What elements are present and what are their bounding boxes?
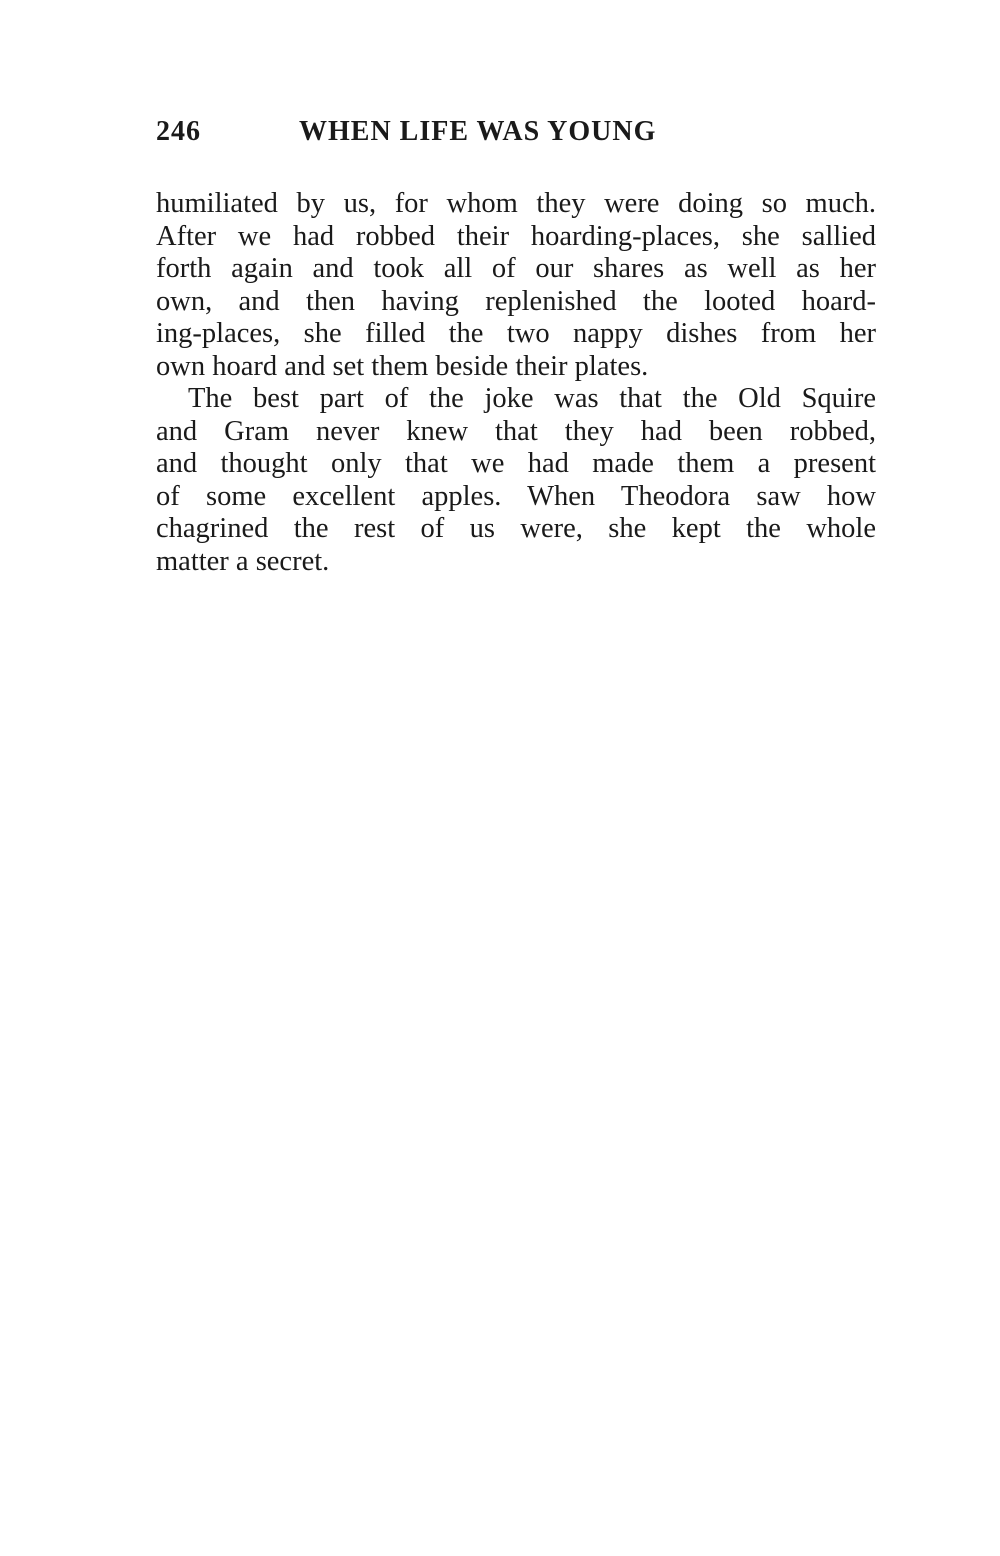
running-head xyxy=(156,116,876,156)
text-line: of some excellent apples. When Theodora saw how xyxy=(156,480,876,512)
text-line: own, and then having replenished the looted hoard- xyxy=(156,285,876,317)
text-line: own hoard and set them beside their plates. xyxy=(156,350,649,382)
text-line: and Gram never knew that they had been robbed, xyxy=(156,415,876,447)
paragraph xyxy=(156,383,876,578)
text-line: chagrined the rest of us were, she kept the whole xyxy=(156,513,876,544)
paragraph xyxy=(156,188,876,383)
text-line: and thought only that we had made them a present xyxy=(156,448,876,479)
text-line: ing-places, she filled the two nappy dishes from her xyxy=(156,318,876,349)
text-line: matter a secret. xyxy=(156,545,330,577)
text-line: humiliated by us, for whom they were doing so much. xyxy=(156,188,876,219)
text-line: forth again and took all of our shares as well as her xyxy=(156,253,876,284)
running-title: WHEN LIFE WAS YOUNG xyxy=(299,116,657,147)
text-line: The best part of the joke was that the Old Squire xyxy=(188,383,876,414)
page-number: 246 xyxy=(156,116,201,147)
text-line: After we had robbed their hoarding-places, she sallied xyxy=(156,220,876,252)
body-text xyxy=(156,188,876,578)
